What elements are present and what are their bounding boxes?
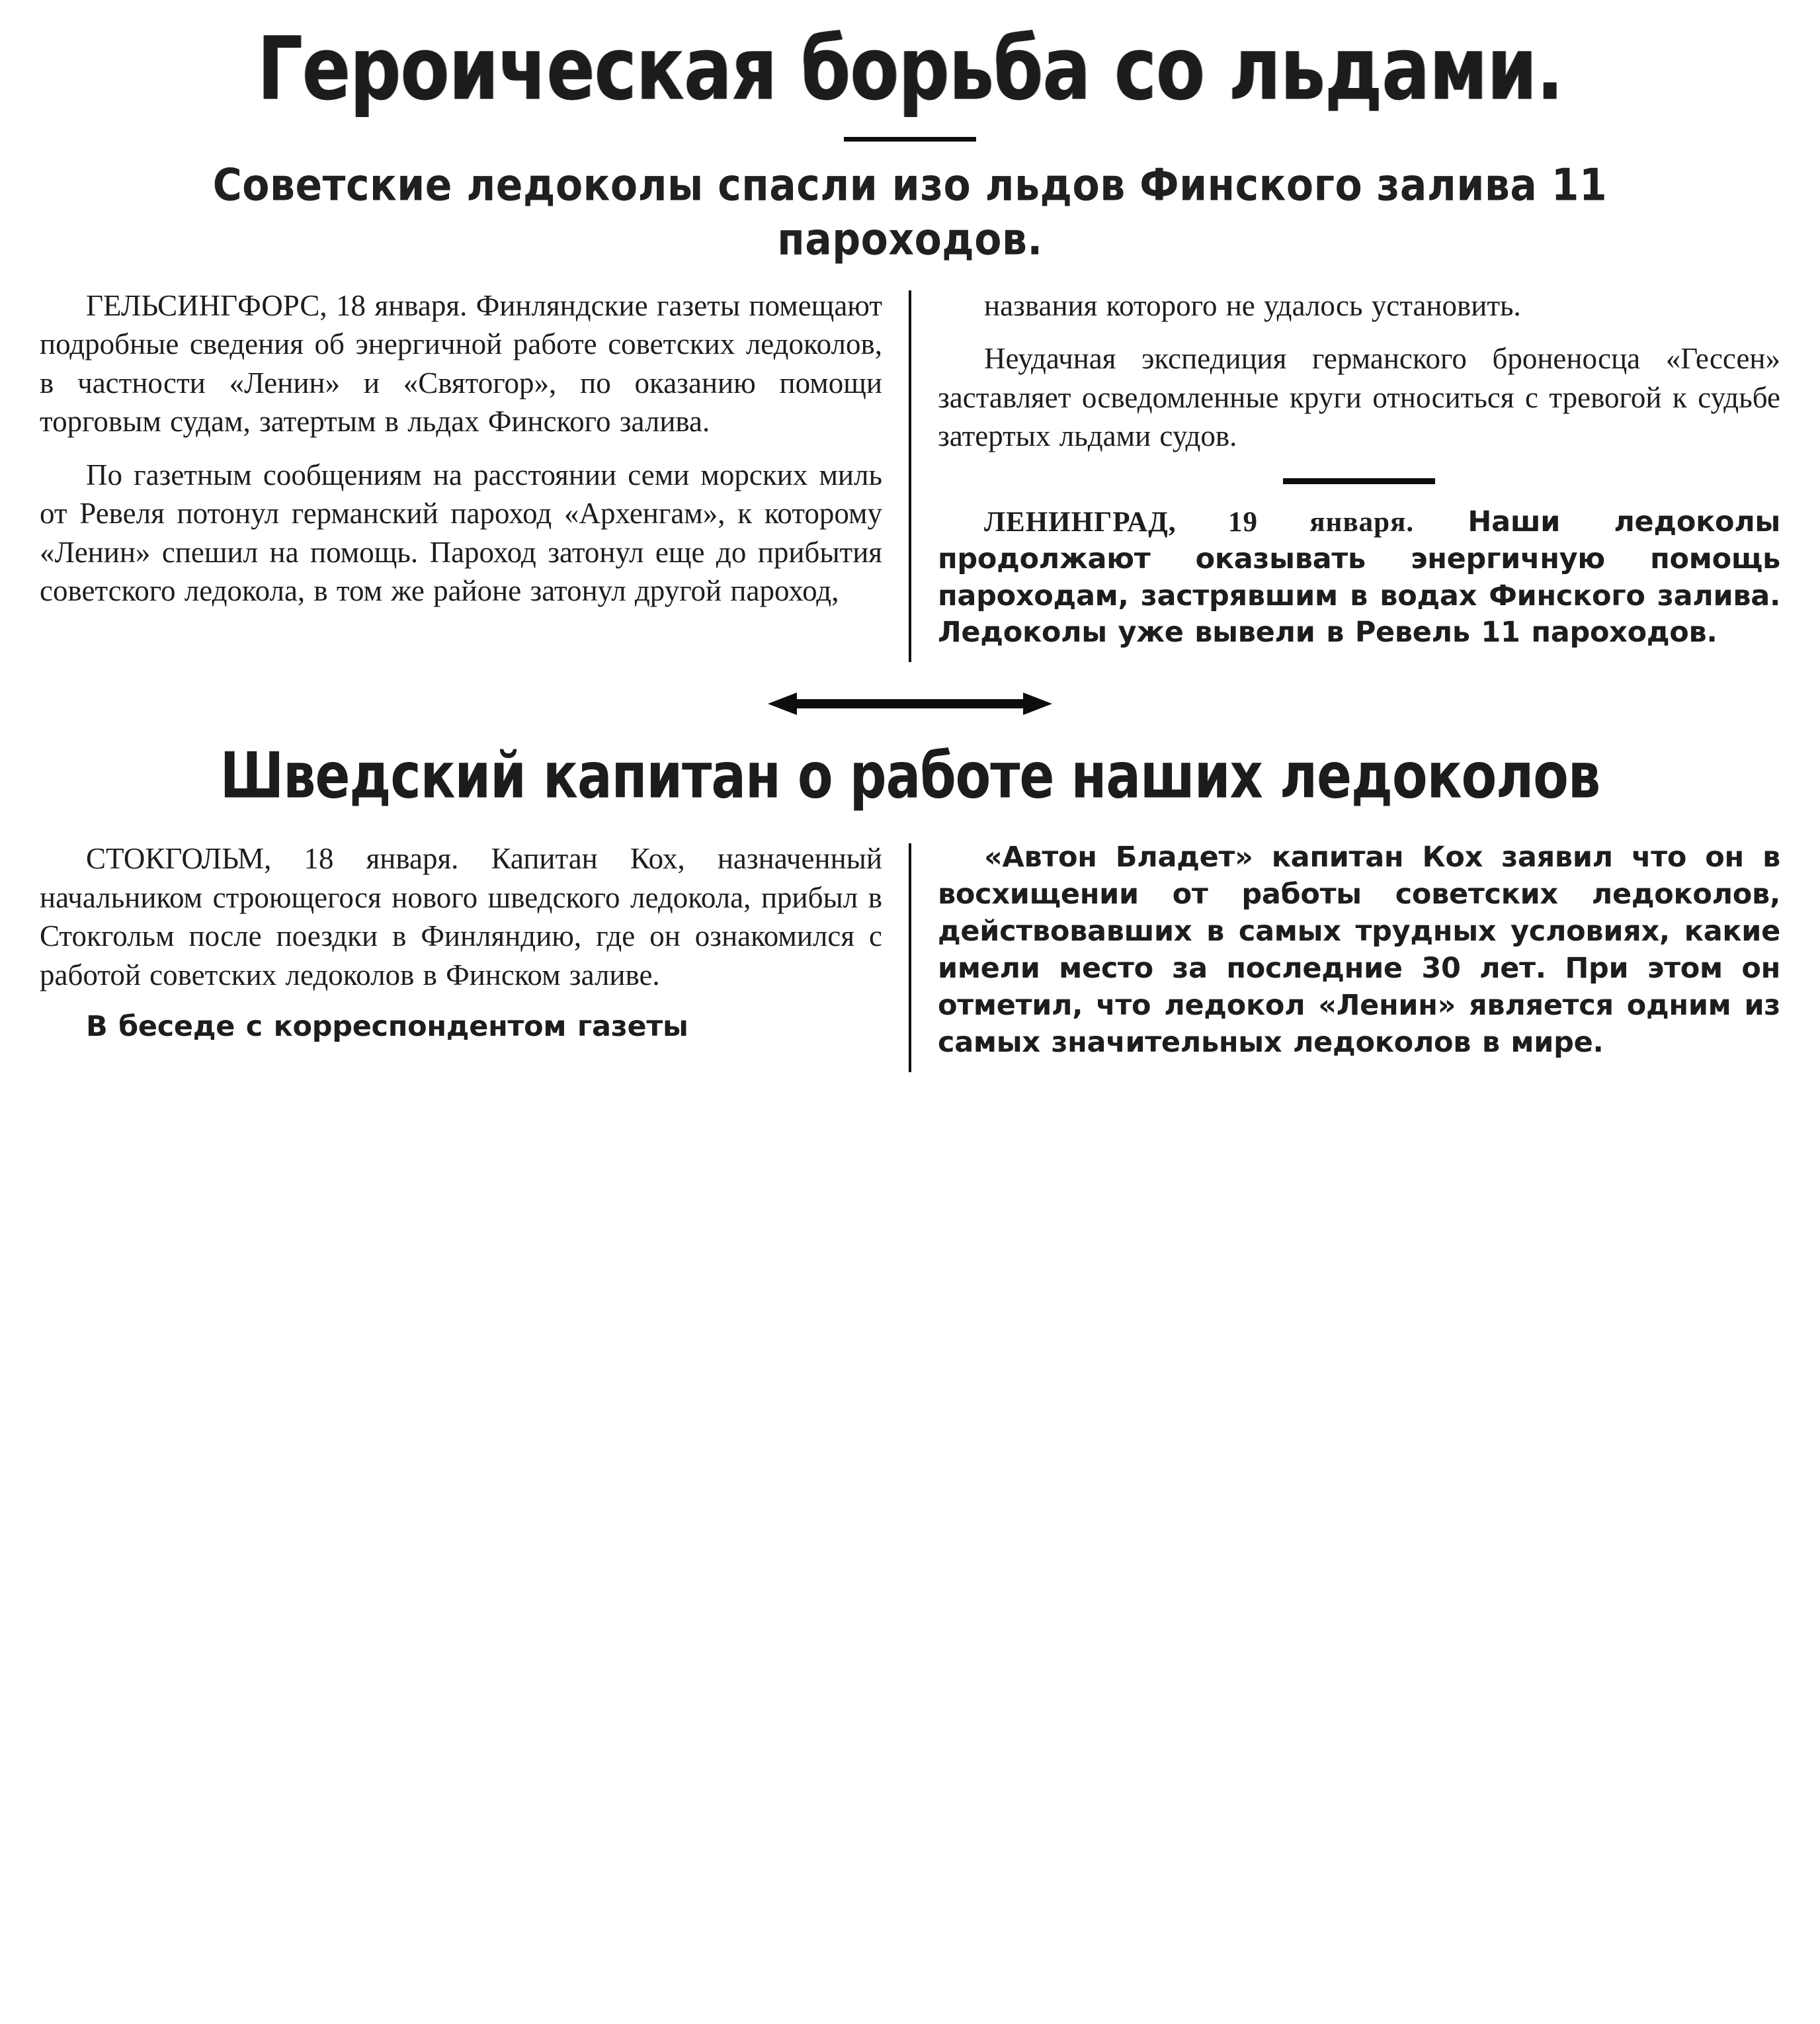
bulletin-text: Наши ледоколы продолжают оказывать энергичную помощь пароходам, застрявшим в водах Финского залива. Ледоколы уже вывели в Ревель 11 пароходов. <box>938 505 1780 650</box>
paragraph: СТОКГОЛЬМ, 18 января. Капитан Кох, назначенный начальником строющегося нового шведского ледокола, прибыл в Стокгольм после поездки в Финляндию, где он ознакомился с работой советских ледоколов в Финском заливе. <box>40 842 882 991</box>
ornament-divider <box>768 693 1052 715</box>
article1-left-column <box>40 286 910 667</box>
section-rule <box>1283 478 1435 484</box>
ornament-bar <box>794 699 1026 708</box>
ornament-right-arrow-icon <box>1023 693 1052 715</box>
article2-columns <box>40 839 1780 1075</box>
column-divider <box>909 843 911 1072</box>
paragraph: По газетным сообщениям на расстоянии семи морских миль от Ревеля потонул германский пароход «Архенгам», к которому «Ленин» спешил на помощь. Пароход затонул еще до прибытия советского ледокола, в том же районе затонул другой пароход, <box>40 458 882 608</box>
headline-rule <box>844 137 976 142</box>
column-divider <box>909 290 911 663</box>
ornament-left-arrow-icon <box>768 693 797 715</box>
paragraph: «Автон Бладет» капитан Кох заявил что он в восхищении от работы советских ледоколов, действовавших в самых трудных условиях, какие имели место за последние 30 лет. При этом он отметил, что ледокол «Ленин» является одним из самых значительных ледоколов в мире. <box>938 841 1780 1059</box>
article2-left-column <box>40 839 910 1075</box>
bulletin-dateline: ЛЕНИНГРАД, 19 января. <box>984 506 1415 538</box>
article1-columns <box>40 286 1780 667</box>
article1-right-column <box>910 286 1780 667</box>
paragraph: ГЕЛЬСИНГФОРС, 18 января. Финляндские газеты помещают подробные сведения об энергичной работе советских ледоколов, в частности «Ленин» и «Святогор», по оказанию помощи торговым судам, затертым в льдах Финского залива. <box>40 288 882 439</box>
article2-headline: Шведский капитан о работе наших ледоколов <box>220 740 1600 814</box>
article2-right-column <box>910 839 1780 1075</box>
main-headline: Героическая борьба со льдами. <box>257 19 1563 120</box>
paragraph: Неудачная экспедиция германского броненосца «Гессен» заставляет осведомленные круги относиться с тревогой к судьбе затертых льдами судов. <box>938 342 1780 453</box>
sub-headline: Советские ледоколы спасли изо льдов Финского залива 11 пароходов. <box>212 159 1608 266</box>
paragraph: названия которого не удалось установить. <box>984 288 1521 322</box>
paragraph: В беседе с корреспондентом газеты <box>86 1010 688 1044</box>
bulletin-paragraph <box>938 504 1780 652</box>
